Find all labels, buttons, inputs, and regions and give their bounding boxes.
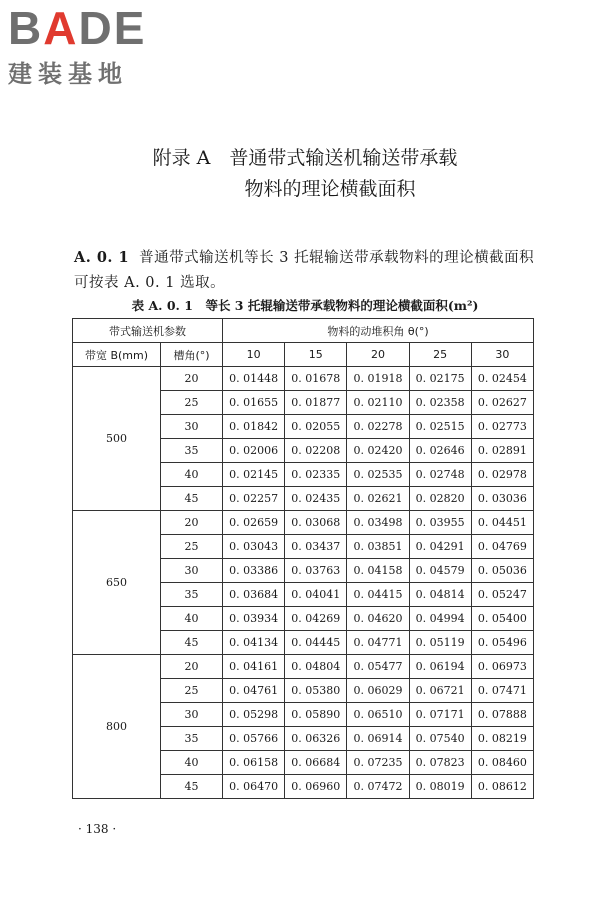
area-value-cell: 0. 08612 — [471, 775, 533, 799]
area-value-cell: 0. 02145 — [223, 463, 285, 487]
brand-logo — [8, 4, 178, 89]
area-value-cell: 0. 02748 — [409, 463, 471, 487]
area-value-cell: 0. 05496 — [471, 631, 533, 655]
area-value-cell: 0. 01842 — [223, 415, 285, 439]
area-value-cell: 0. 02773 — [471, 415, 533, 439]
area-value-cell: 0. 03684 — [223, 583, 285, 607]
area-value-cell: 0. 04804 — [285, 655, 347, 679]
area-value-cell: 0. 02278 — [347, 415, 409, 439]
area-value-cell: 0. 06684 — [285, 751, 347, 775]
area-value-cell: 0. 02335 — [285, 463, 347, 487]
area-value-cell: 0. 05400 — [471, 607, 533, 631]
belt-width-cell: 650 — [73, 511, 161, 655]
trough-angle-cell: 20 — [161, 511, 223, 535]
header-trough: 槽角(°) — [161, 343, 223, 367]
area-value-cell: 0. 02659 — [223, 511, 285, 535]
area-value-cell: 0. 06510 — [347, 703, 409, 727]
area-value-cell: 0. 02646 — [409, 439, 471, 463]
area-value-cell: 0. 04814 — [409, 583, 471, 607]
trough-angle-cell: 25 — [161, 679, 223, 703]
page-number: · 138 · — [78, 822, 117, 836]
area-value-cell: 0. 06158 — [223, 751, 285, 775]
area-value-cell: 0. 06973 — [471, 655, 533, 679]
area-value-cell: 0. 04269 — [285, 607, 347, 631]
area-value-cell: 0. 04134 — [223, 631, 285, 655]
area-value-cell: 0. 03851 — [347, 535, 409, 559]
area-value-cell: 0. 03763 — [285, 559, 347, 583]
area-value-cell: 0. 04994 — [409, 607, 471, 631]
area-value-cell: 0. 02454 — [471, 367, 533, 391]
trough-angle-cell: 45 — [161, 487, 223, 511]
area-value-cell: 0. 03934 — [223, 607, 285, 631]
area-value-cell: 0. 02891 — [471, 439, 533, 463]
area-value-cell: 0. 02515 — [409, 415, 471, 439]
area-value-cell: 0. 01448 — [223, 367, 285, 391]
area-value-cell: 0. 04158 — [347, 559, 409, 583]
area-value-cell: 0. 05890 — [285, 703, 347, 727]
area-value-cell: 0. 02110 — [347, 391, 409, 415]
area-value-cell: 0. 02621 — [347, 487, 409, 511]
area-value-cell: 0. 04445 — [285, 631, 347, 655]
area-value-cell: 0. 04041 — [285, 583, 347, 607]
area-value-cell: 0. 05766 — [223, 727, 285, 751]
area-value-cell: 0. 04620 — [347, 607, 409, 631]
belt-width-cell: 800 — [73, 655, 161, 799]
area-value-cell: 0. 01877 — [285, 391, 347, 415]
trough-angle-cell: 40 — [161, 463, 223, 487]
area-value-cell: 0. 02627 — [471, 391, 533, 415]
area-value-cell: 0. 04579 — [409, 559, 471, 583]
area-value-cell: 0. 03068 — [285, 511, 347, 535]
header-row-1 — [73, 319, 534, 343]
logo-cjk-text: 建装基地 — [8, 60, 128, 88]
area-value-cell: 0. 02175 — [409, 367, 471, 391]
table-caption: 表 A. 0. 1 等长 3 托辊输送带承载物料的理论横截面积(m²) — [131, 298, 479, 313]
trough-angle-cell: 40 — [161, 751, 223, 775]
area-value-cell: 0. 02358 — [409, 391, 471, 415]
trough-angle-cell: 30 — [161, 559, 223, 583]
header-params: 带式输送机参数 — [73, 319, 223, 343]
area-value-cell: 0. 03043 — [223, 535, 285, 559]
area-value-cell: 0. 05380 — [285, 679, 347, 703]
area-value-cell: 0. 02435 — [285, 487, 347, 511]
area-value-cell: 0. 05036 — [471, 559, 533, 583]
area-value-cell: 0. 02535 — [347, 463, 409, 487]
header-angle: 15 — [285, 343, 347, 367]
appendix-title-line1: 附录 A 普通带式输送机输送带承载 — [152, 147, 458, 169]
area-value-cell: 0. 06914 — [347, 727, 409, 751]
area-value-cell: 0. 06326 — [285, 727, 347, 751]
area-value-cell: 0. 02420 — [347, 439, 409, 463]
header-angle: 10 — [223, 343, 285, 367]
area-value-cell: 0. 02820 — [409, 487, 471, 511]
trough-angle-cell: 35 — [161, 439, 223, 463]
area-value-cell: 0. 06721 — [409, 679, 471, 703]
area-value-cell: 0. 01918 — [347, 367, 409, 391]
header-angle: 30 — [471, 343, 533, 367]
area-value-cell: 0. 06960 — [285, 775, 347, 799]
table-row — [73, 367, 534, 391]
area-value-cell: 0. 07471 — [471, 679, 533, 703]
trough-angle-cell: 30 — [161, 703, 223, 727]
area-value-cell: 0. 03036 — [471, 487, 533, 511]
trough-angle-cell: 40 — [161, 607, 223, 631]
belt-width-cell: 500 — [73, 367, 161, 511]
trough-angle-cell: 45 — [161, 775, 223, 799]
trough-angle-cell: 30 — [161, 415, 223, 439]
area-value-cell: 0. 08460 — [471, 751, 533, 775]
area-value-cell: 0. 02257 — [223, 487, 285, 511]
area-value-cell: 0. 03386 — [223, 559, 285, 583]
area-value-cell: 0. 07235 — [347, 751, 409, 775]
area-value-cell: 0. 03498 — [347, 511, 409, 535]
area-value-cell: 0. 05298 — [223, 703, 285, 727]
area-value-cell: 0. 02055 — [285, 415, 347, 439]
area-value-cell: 0. 07540 — [409, 727, 471, 751]
logo-latin-text: BADE — [8, 2, 147, 54]
area-value-cell: 0. 07171 — [409, 703, 471, 727]
area-value-cell: 0. 02208 — [285, 439, 347, 463]
area-value-cell: 0. 06194 — [409, 655, 471, 679]
trough-angle-cell: 35 — [161, 583, 223, 607]
table-row — [73, 511, 534, 535]
trough-angle-cell: 20 — [161, 655, 223, 679]
area-value-cell: 0. 04161 — [223, 655, 285, 679]
clause-text: 普通带式输送机等长 3 托辊输送带承载物料的理论横截面积可按表 A. 0. 1 选取。 — [74, 250, 535, 291]
area-value-cell: 0. 01678 — [285, 367, 347, 391]
area-value-cell: 0. 03955 — [409, 511, 471, 535]
area-value-cell: 0. 04771 — [347, 631, 409, 655]
header-angle-group: 物料的动堆积角 θ(°) — [223, 319, 534, 343]
header-angle: 25 — [409, 343, 471, 367]
appendix-title — [0, 143, 600, 205]
area-value-cell: 0. 04291 — [409, 535, 471, 559]
appendix-title-line2: 物料的理论横截面积 — [244, 178, 416, 200]
header-row-2 — [73, 343, 534, 367]
area-value-cell: 0. 04451 — [471, 511, 533, 535]
area-value-cell: 0. 07823 — [409, 751, 471, 775]
table-row — [73, 655, 534, 679]
area-value-cell: 0. 08219 — [471, 727, 533, 751]
area-value-cell: 0. 06029 — [347, 679, 409, 703]
area-value-cell: 0. 06470 — [223, 775, 285, 799]
header-angle: 20 — [347, 343, 409, 367]
area-value-cell: 0. 02006 — [223, 439, 285, 463]
area-value-cell: 0. 05247 — [471, 583, 533, 607]
area-value-cell: 0. 03437 — [285, 535, 347, 559]
cross-section-table — [72, 318, 534, 799]
area-value-cell: 0. 04769 — [471, 535, 533, 559]
trough-angle-cell: 20 — [161, 367, 223, 391]
area-value-cell: 0. 05477 — [347, 655, 409, 679]
area-value-cell: 0. 02978 — [471, 463, 533, 487]
area-value-cell: 0. 04415 — [347, 583, 409, 607]
trough-angle-cell: 35 — [161, 727, 223, 751]
trough-angle-cell: 25 — [161, 535, 223, 559]
trough-angle-cell: 25 — [161, 391, 223, 415]
clause-number: A. 0. 1 — [74, 249, 130, 266]
area-value-cell: 0. 07472 — [347, 775, 409, 799]
area-value-cell: 0. 08019 — [409, 775, 471, 799]
trough-angle-cell: 45 — [161, 631, 223, 655]
area-value-cell: 0. 05119 — [409, 631, 471, 655]
clause-paragraph — [74, 245, 536, 296]
header-width: 带宽 B(mm) — [73, 343, 161, 367]
area-value-cell: 0. 01655 — [223, 391, 285, 415]
area-value-cell: 0. 07888 — [471, 703, 533, 727]
area-value-cell: 0. 04761 — [223, 679, 285, 703]
